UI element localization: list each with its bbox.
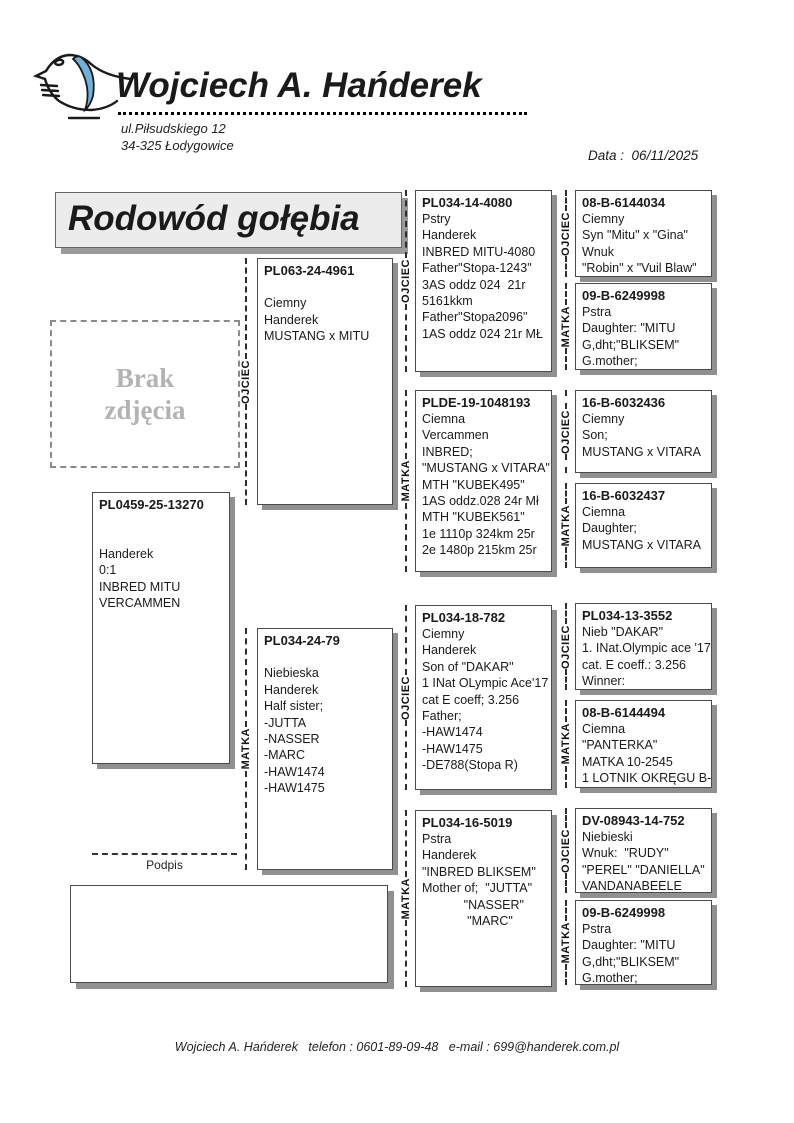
photo-placeholder-text: Brak (115, 362, 175, 393)
ring-number: PL034-16-5019 (422, 815, 513, 830)
ring-number: DV-08943-14-752 (582, 813, 685, 828)
pedigree-line: Pstra (582, 922, 612, 936)
pedigree-line: -MARC (264, 748, 305, 763)
pedigree-line: -NASSER (264, 732, 320, 747)
signature-label: Podpis (146, 858, 183, 872)
dashed-line (245, 628, 247, 727)
pedigree-line: Wnuk (582, 244, 614, 259)
pedigree-line: Ciemna (582, 722, 626, 736)
great-grandparent-box (575, 700, 712, 788)
ring-number: PL063-24-4961 (264, 263, 355, 278)
pedigree-line: Handerek (422, 228, 477, 243)
mother-label: MATKA (560, 305, 572, 348)
date-label: Data : (588, 148, 625, 163)
pedigree-line: Father"Stopa-1243" (422, 261, 532, 276)
photo-placeholder-text: zdjęcia (104, 395, 186, 425)
comments-box (70, 885, 388, 983)
mother-label: MATKA (560, 504, 572, 547)
father-label: OJCIEC (400, 675, 412, 720)
pedigree-line: MUSTANG x VITARA (582, 537, 701, 552)
pedigree-line: Handerek (264, 312, 319, 327)
pedigree-line: MUSTANG x MITU (264, 329, 370, 344)
pedigree-line: "NASSER" (422, 897, 524, 912)
pedigree-line: -DE788(Stopa R) (422, 758, 518, 773)
pedigree-line: Father"Stopa2096" (422, 310, 528, 325)
pedigree-line: Nieb "DAKAR" (582, 625, 664, 639)
page-title: Rodowód gołębia (55, 192, 402, 248)
pedigree-line: Ciemny (582, 412, 625, 426)
mother-label: MATKA (560, 723, 572, 765)
dashed-line (405, 605, 407, 675)
pedigree-line: "Robin" x "Vuil Blaw" (582, 261, 697, 276)
pedigree-line: -HAW1474 (422, 725, 483, 740)
dashed-line (565, 603, 567, 624)
dashed-line (565, 900, 567, 921)
father-label: OJCIEC (560, 828, 572, 873)
dashed-line (565, 873, 567, 893)
mother-connector (559, 700, 573, 788)
dashed-line (405, 190, 407, 258)
ring-number: PL034-13-3552 (582, 608, 673, 623)
dashed-line (245, 258, 247, 359)
mother-box (257, 628, 393, 870)
address-street: ul.Piłsudskiego 12 (121, 121, 226, 136)
pedigree-line: INBRED MITU (99, 579, 181, 594)
mother-label: MATKA (400, 460, 412, 502)
pedigree-line: Handerek (422, 848, 477, 863)
great-grandparent-box (575, 390, 712, 473)
pedigree-line: Handerek (422, 643, 477, 658)
pedigree-line: Ciemny (422, 627, 465, 641)
pedigree-line: 1AS oddz 024 21r MŁ (422, 326, 543, 341)
dashed-line (405, 304, 407, 372)
pedigree-line: "MARC" (422, 914, 513, 929)
dashed-line (405, 720, 407, 790)
pedigree-line: Handerek (264, 682, 319, 697)
pedigree-line: 1e 1110p 324km 25r (422, 526, 535, 541)
ring-number: PL034-24-79 (264, 633, 340, 648)
pedigree-line: "PEREL" "DANIELLA" (582, 862, 705, 877)
pedigree-line: Half sister; (264, 699, 324, 714)
dashed-line (565, 700, 567, 722)
pedigree-line: G,dht;"BLIKSEM" (582, 337, 680, 352)
pedigree-line: "INBRED BLIKSEM" (422, 864, 536, 879)
header-divider (118, 112, 527, 115)
signature-line (92, 853, 237, 855)
mother-connector (399, 810, 413, 987)
pedigree-line: Niebieska (264, 666, 319, 681)
photo-placeholder (50, 320, 240, 468)
mother-label: MATKA (240, 728, 252, 770)
dashed-line (405, 503, 407, 572)
father-connector (399, 190, 413, 372)
mother-connector (239, 628, 253, 870)
dashed-line (565, 766, 567, 788)
dashed-line (565, 964, 567, 985)
pedigree-line: VANDANABEELE (582, 879, 682, 893)
pedigree-line: -HAW1475 (422, 741, 483, 756)
ring-number: 16-B-6032437 (582, 488, 666, 503)
pedigree-line: 1 INat OLympic Ace'17 (422, 676, 549, 691)
father-label: OJCIEC (560, 409, 572, 454)
ring-number: PL034-14-4080 (422, 195, 513, 210)
pedigree-line (99, 513, 223, 529)
pedigree-line (99, 529, 223, 545)
pedigree-line: Son; (582, 428, 608, 443)
great-grandparent-box (575, 603, 712, 690)
pedigree-line: Mother of; "JUTTA" (422, 881, 533, 896)
dashed-line (565, 669, 567, 690)
mother-label: MATKA (400, 877, 412, 920)
pedigree-line: G,dht;"BLIKSEM" (582, 954, 680, 969)
mother-connector (559, 900, 573, 985)
ring-number: PL0459-25-13270 (99, 497, 204, 512)
pedigree-line: 2e 1480p 215km 25r (422, 543, 537, 558)
dashed-line (565, 190, 567, 211)
pedigree-line: 5161kkm (422, 294, 473, 309)
pedigree-line: Ciemna (582, 505, 626, 519)
pedigree-line: Winner: (582, 674, 626, 689)
pedigree-line: "PANTERKA" (582, 738, 658, 753)
mother-connector (559, 283, 573, 370)
pedigree-line: cat. E coeff.: 3.256 (582, 657, 687, 672)
pedigree-line: Pstry (422, 212, 451, 226)
mother-connector (559, 483, 573, 568)
pedigree-line: VERCAMMEN (99, 596, 181, 611)
father-connector (239, 258, 253, 505)
pedigree-line: -HAW1474 (264, 764, 325, 779)
dashed-line (565, 808, 567, 828)
address-city: 34-325 Łodygowice (121, 138, 234, 153)
father-connector (559, 808, 573, 893)
father-label: OJCIEC (240, 359, 252, 404)
date-line (588, 148, 698, 163)
pedigree-line: Pstra (582, 305, 612, 319)
pedigree-line: Daughter; (582, 521, 637, 536)
dashed-line (565, 283, 567, 305)
pedigree-line: MATKA 10-2545 (582, 754, 673, 769)
ring-number: 16-B-6032436 (582, 395, 666, 410)
father-connector (559, 603, 573, 690)
pedigree-line: Niebieski (582, 830, 633, 844)
mother-father-box (415, 605, 552, 790)
ring-number: 08-B-6144494 (582, 705, 666, 720)
pedigree-line: Daughter: "MITU (582, 938, 676, 953)
ring-number: 09-B-6249998 (582, 288, 666, 303)
pedigree-line (264, 279, 386, 295)
pedigree-line: cat E coeff; 3.256 (422, 692, 520, 707)
pedigree-line: 0:1 (99, 563, 117, 578)
pedigree-line: Pstra (422, 832, 452, 846)
dashed-line (565, 348, 567, 370)
father-label: OJCIEC (560, 624, 572, 669)
pedigree-line: Ciemny (582, 212, 625, 226)
pedigree-line: Ciemna (422, 412, 466, 426)
great-grandparent-box (575, 190, 712, 277)
pedigree-line: Handerek (99, 546, 154, 561)
pedigree-line: Daughter: "MITU (582, 321, 676, 336)
great-grandparent-box (575, 900, 712, 985)
ring-number: PL034-18-782 (422, 610, 506, 625)
father-connector (399, 605, 413, 790)
pedigree-line: Ciemny (264, 296, 307, 311)
father-connector (559, 390, 573, 473)
ring-number: 09-B-6249998 (582, 905, 666, 920)
dashed-line (405, 810, 407, 877)
pedigree-line: MUSTANG x VITARA (582, 444, 701, 459)
pedigree-line: MTH "KUBEK561" (422, 510, 525, 525)
dashed-line (405, 390, 407, 459)
pedigree-line: 1AS oddz.028 24r Mł (422, 494, 539, 509)
dashed-line (565, 454, 567, 473)
bird-box (92, 492, 230, 764)
dashed-line (405, 920, 407, 987)
mother-connector (399, 390, 413, 572)
pedigree-line: 3AS oddz 024 21r (422, 277, 526, 292)
pedigree-line: -HAW1475 (264, 781, 325, 796)
great-grandparent-box (575, 283, 712, 370)
pedigree-line: 1 LOTNIK OKRĘGU B- (582, 771, 712, 786)
date-value: 06/11/2025 (631, 148, 699, 163)
father-father-box (415, 190, 552, 372)
pedigree-line: G.mother; (582, 354, 638, 369)
pedigree-line: Vercammen (422, 428, 489, 443)
father-box (257, 258, 393, 505)
pedigree-line: Father; (422, 709, 462, 724)
pedigree-line: INBRED MITU-4080 (422, 244, 536, 259)
ring-number: PLDE-19-1048193 (422, 395, 531, 410)
father-connector (559, 190, 573, 277)
father-mother-box (415, 390, 552, 572)
dashed-line (565, 547, 567, 568)
mother-label: MATKA (560, 921, 572, 964)
dashed-line (565, 390, 567, 409)
pedigree-line: Wnuk: "RUDY" (582, 846, 669, 861)
dashed-line (245, 404, 247, 505)
father-label: OJCIEC (400, 259, 412, 303)
pedigree-line: -JUTTA (264, 715, 307, 730)
footer-contact: Wojciech A. Hańderek telefon : 0601-89-09-48 e-mail : 699@handerek.com.pl (174, 1040, 620, 1054)
pedigree-line: G.mother; (582, 971, 638, 985)
ring-number: 08-B-6144034 (582, 195, 666, 210)
dashed-line (565, 256, 567, 277)
great-grandparent-box (575, 483, 712, 568)
pedigree-line: 1. INat.Olympic ace '17 (582, 641, 711, 656)
great-grandparent-box (575, 808, 712, 893)
pedigree-line (264, 649, 386, 665)
mother-mother-box (415, 810, 552, 987)
pedigree-line: Son of "DAKAR" (422, 659, 514, 674)
breeder-name: Wojciech A. Hańderek (116, 66, 482, 105)
pedigree-line: "MUSTANG x VITARA" (422, 461, 550, 476)
dashed-line (565, 483, 567, 504)
father-label: OJCIEC (560, 211, 572, 256)
pedigree-line: MTH "KUBEK495" (422, 477, 525, 492)
pedigree-line: INBRED; (422, 444, 473, 459)
dashed-line (245, 771, 247, 870)
pedigree-line: Syn "Mitu" x "Gina" (582, 228, 688, 243)
